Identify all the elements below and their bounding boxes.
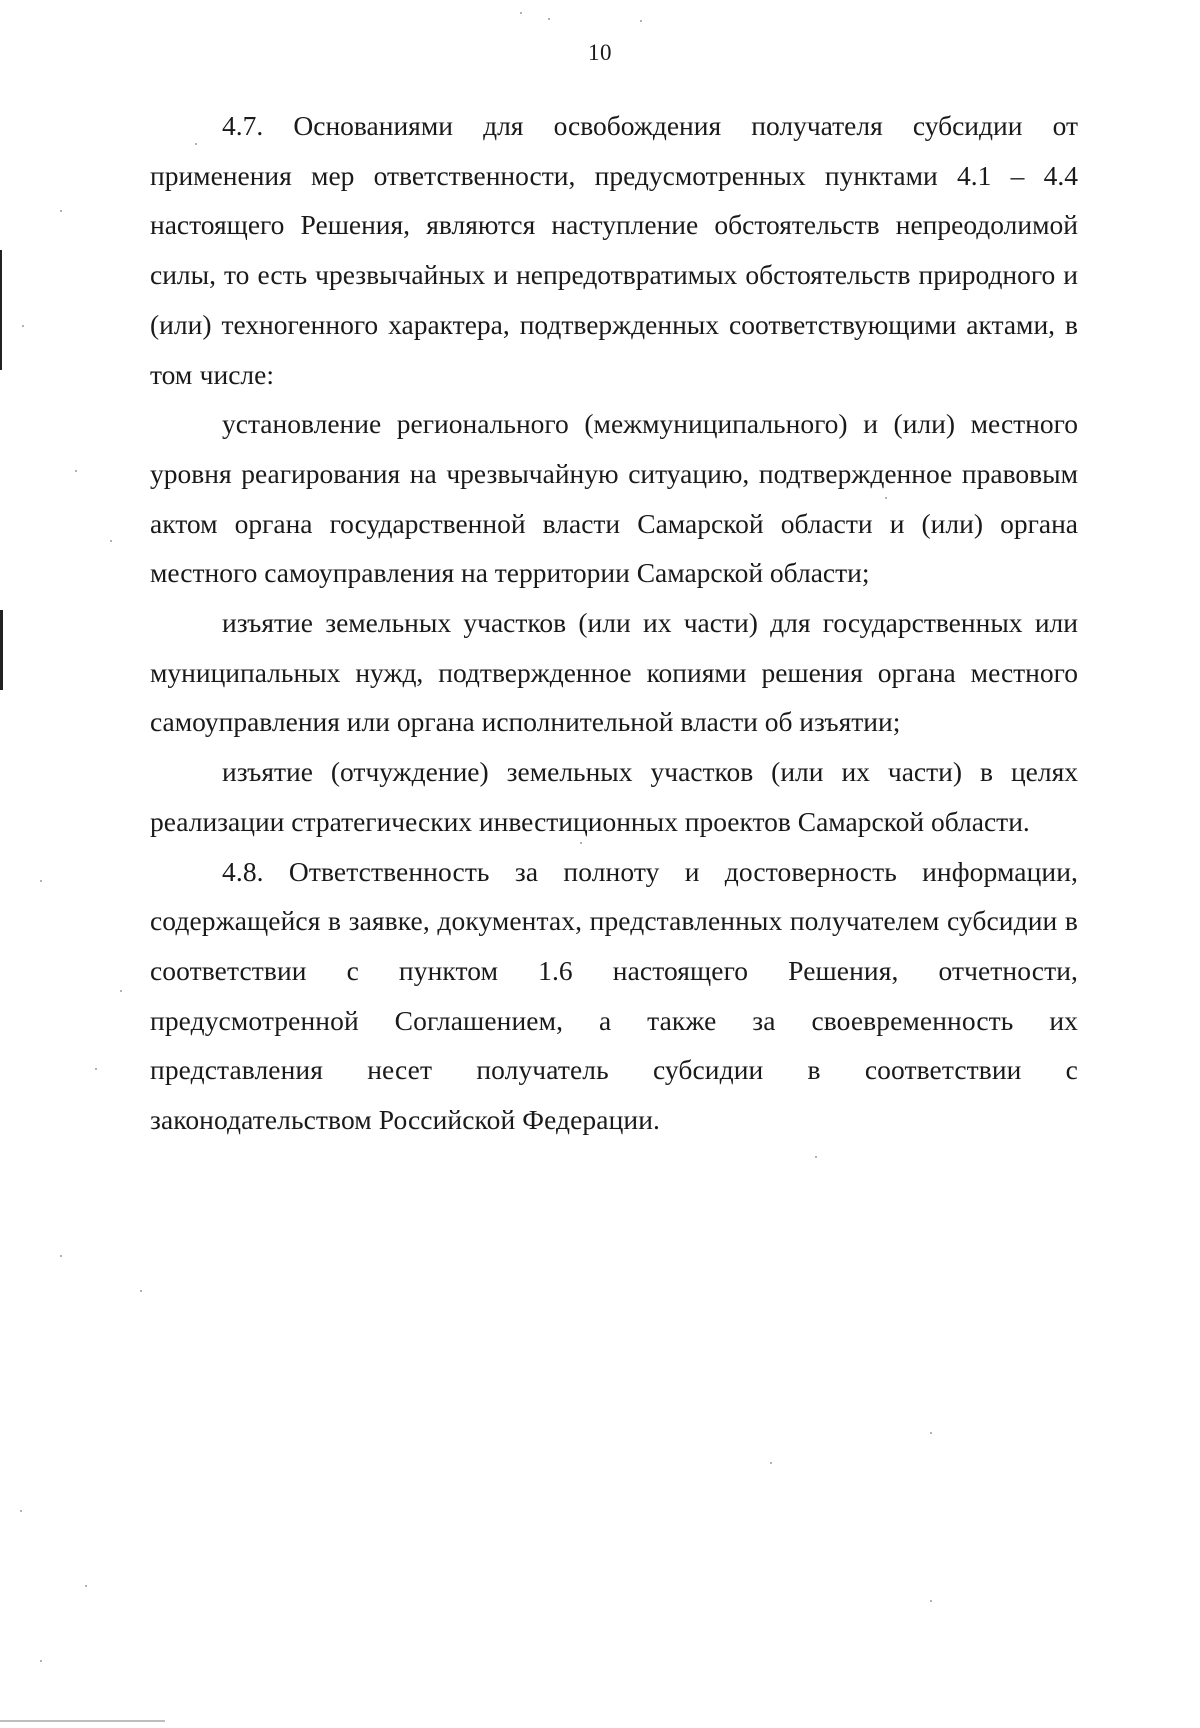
paragraph-4-7: 4.7. Основаниями для освобождения получателя субсидии от применения мер ответственности, предусмотренных пунктами 4.1 – 4.4 настоящего Решения, являются наступление обстоятельств непреодолимой силы, то есть чрезвычайных и непредотвратимых обстоятельств природного и (или) техногенного характера, подтвержденных соответствующими актами, в том числе: xyxy=(150,110,1078,390)
document-body xyxy=(150,101,1078,1145)
scan-speck xyxy=(770,1462,772,1464)
page-number: 10 xyxy=(588,40,612,65)
paragraph-4-8: 4.8. Ответственность за полноту и достоверность информации, содержащейся в заявке, документах, представленных получателем субсидии в соответствии с пунктом 1.6 настоящего Решения, отчетности, предусмотренной Соглашением, а также за своевременность их представления несет получатель субсидии в соответствии с законодательством Российской Федерации. xyxy=(150,855,1078,1136)
scan-speck xyxy=(930,1432,932,1434)
scan-speck xyxy=(548,18,550,20)
scan-speck xyxy=(40,880,42,882)
scan-speck xyxy=(520,12,522,14)
paragraph-emergency-response: установление регионального (межмуниципального) и (или) местного уровня реагирования на чрезвычайную ситуацию, подтвержденное правовым актом органа государственной власти Самарской области и (или) органа местного самоуправления на территории Самарской области; xyxy=(150,408,1078,589)
scan-speck xyxy=(60,210,62,212)
scan-speck xyxy=(140,1290,142,1292)
scan-speck xyxy=(40,1660,42,1662)
scan-speck xyxy=(930,1600,932,1602)
paragraph-land-alienation: изъятие (отчуждение) земельных участков (или их части) в целях реализации стратегических инвестиционных проектов Самарской области. xyxy=(150,756,1078,837)
paragraph-land-seizure: изъятие земельных участков (или их части) для государственных или муниципальных нужд, подтвержденное копиями решения органа местного самоуправления или органа исполнительной власти об изъятии; xyxy=(150,607,1078,738)
scan-speck xyxy=(580,842,582,844)
scan-speck xyxy=(195,143,197,145)
scan-speck xyxy=(815,1156,817,1158)
scan-edge-mark xyxy=(0,610,3,690)
scan-speck xyxy=(60,1255,62,1257)
scan-speck xyxy=(640,20,642,22)
scan-speck xyxy=(885,497,887,499)
scan-bottom-line xyxy=(0,1720,165,1722)
scan-edge-mark xyxy=(0,250,2,370)
scan-speck xyxy=(75,470,77,472)
scan-speck xyxy=(22,325,24,327)
scan-speck xyxy=(120,990,122,992)
scan-speck xyxy=(110,540,112,542)
scan-speck xyxy=(95,1068,97,1070)
scan-speck xyxy=(85,1585,87,1587)
scan-speck xyxy=(20,1510,22,1512)
